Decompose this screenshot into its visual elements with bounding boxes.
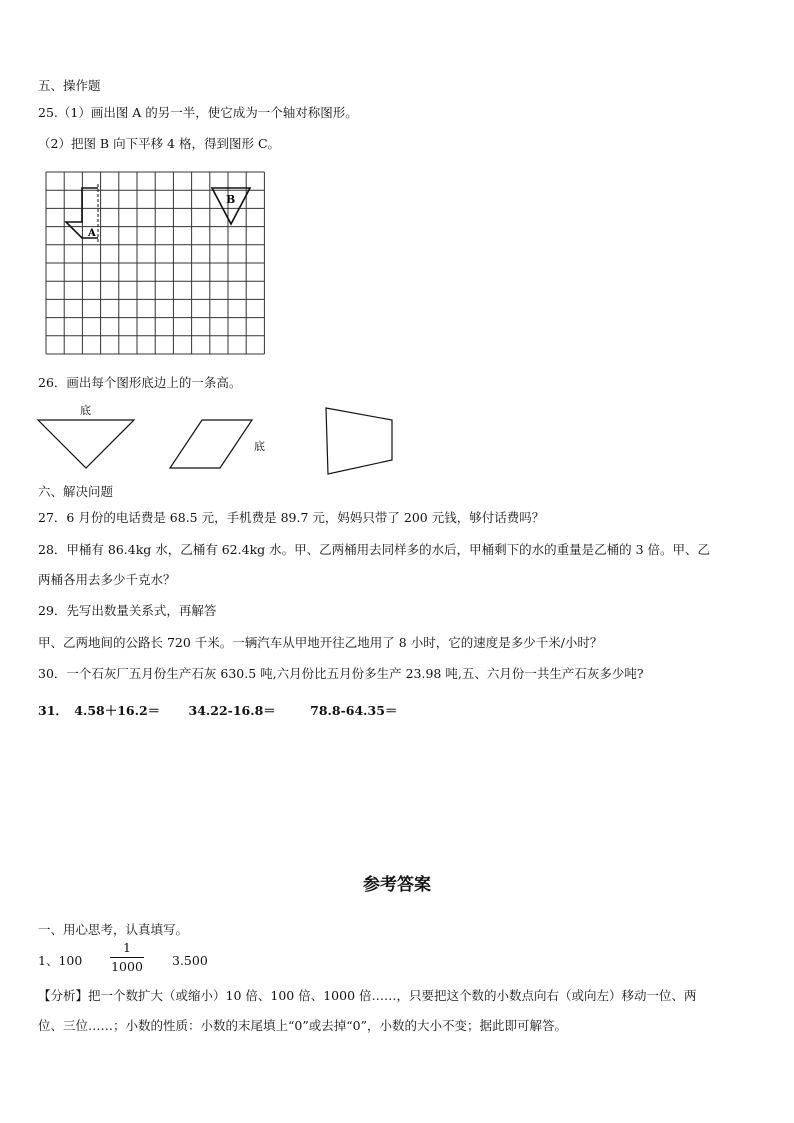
inverted-triangle — [38, 420, 134, 468]
analysis-line2: 位、三位……；小数的性质：小数的末尾填上“0”或去掉“0”，小数的大小不变；据此即可解答。 — [38, 1018, 567, 1033]
question-29-line1: 29．先写出数量关系式，再解答 — [38, 603, 217, 618]
answers-title: 参考答案 — [363, 875, 431, 895]
section-6-heading: 六、解决问题 — [38, 484, 114, 499]
question-30: 30．一个石灰厂五月份生产石灰 630.5 吨,六月份比五月份多生产 23.98 吨,五、六月份一共生产石灰多少吨? — [38, 666, 644, 681]
grid-figure — [40, 166, 270, 358]
fraction-denominator: 1000 — [111, 959, 143, 974]
analysis-line1: 【分析】把一个数扩大（或缩小）10 倍、100 倍、1000 倍……，只要把这个数的小数点向右（或向左）移动一位、两 — [38, 988, 697, 1003]
answer-1-prefix: 1、100 — [38, 953, 83, 968]
trapezoid — [326, 408, 392, 474]
fraction-numerator: 1 — [123, 940, 131, 955]
calc-item-2: 34.22-16.8＝ — [188, 703, 276, 718]
parallelogram-base-label: 底 — [254, 440, 265, 453]
answer-1-fraction — [110, 940, 144, 975]
question-29-line2: 甲、乙两地间的公路长 720 千米。一辆汽车从甲地开往乙地用了 8 小时，它的速度是多少千米/小时？ — [38, 635, 603, 650]
shape-a-label: A — [88, 228, 96, 239]
question-25-part1: 25.（1）画出图 A 的另一半，使它成为一个轴对称图形。 — [38, 105, 358, 120]
shape-b-label: B — [226, 193, 236, 206]
question-28-line2: 两桶各用去多少千克水？ — [38, 572, 176, 587]
section-5-heading: 五、操作题 — [38, 78, 101, 93]
answer-1-suffix: 3.500 — [172, 953, 208, 968]
answers-part1-heading: 一、用心思考，认真填写。 — [38, 922, 189, 937]
calc-item-1: 4.58＋16.2＝ — [74, 703, 161, 718]
question-31 — [38, 703, 397, 719]
fraction-bar — [110, 957, 144, 958]
question-25-part2: （2）把图 B 向下平移 4 格，得到图形 C。 — [38, 136, 281, 151]
shapes-figure — [36, 400, 416, 485]
triangle-base-label: 底 — [80, 404, 91, 417]
question-27: 27．6 月份的电话费是 68.5 元，手机费是 89.7 元，妈妈只带了 200 元钱，够付话费吗？ — [38, 510, 545, 525]
parallelogram — [170, 420, 252, 468]
question-28-line1: 28．甲桶有 86.4kg 水，乙桶有 62.4kg 水。甲、乙两桶用去同样多的水后，甲桶剩下的水的重量是乙桶的 3 倍。甲、乙 — [38, 542, 711, 557]
question-31-label: 31． — [38, 703, 68, 718]
calc-item-3: 78.8-64.35＝ — [310, 703, 398, 718]
question-26: 26．画出每个图形底边上的一条高。 — [38, 375, 242, 390]
